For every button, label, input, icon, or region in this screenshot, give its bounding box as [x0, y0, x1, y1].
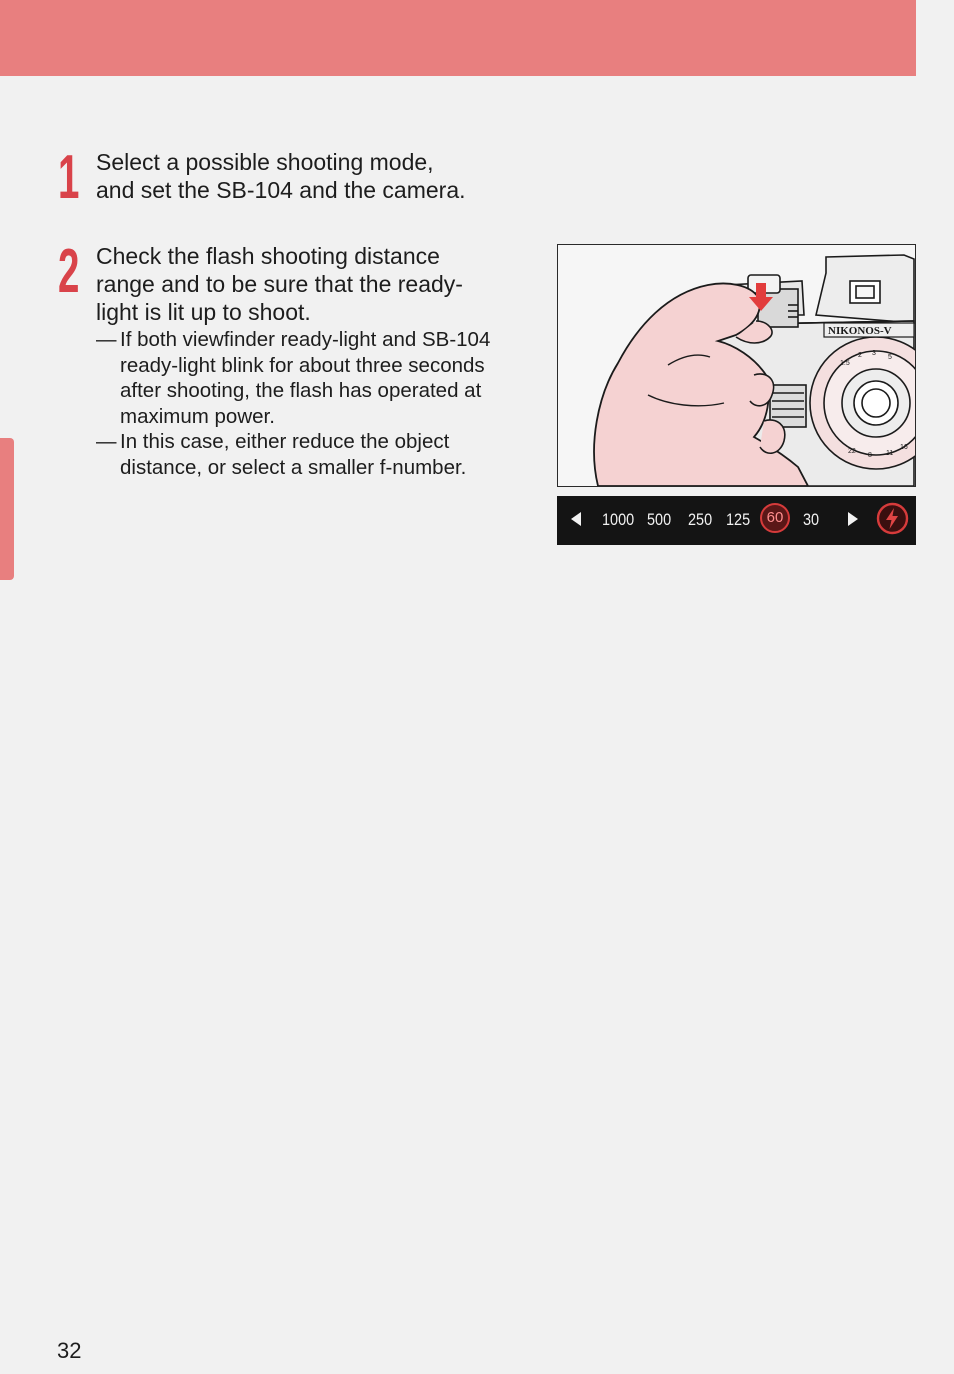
page-number: 32 [57, 1338, 82, 1363]
viewfinder-display [557, 496, 916, 545]
step-2-number: 2 [58, 237, 80, 306]
svg-text:11: 11 [886, 450, 894, 457]
step-2-note-1 [96, 327, 491, 429]
note-2-line-2: distance, or select a smaller f-number. [120, 455, 467, 479]
step-2-note-2 [96, 429, 467, 480]
hand-pressing-shutter-button-illustration [558, 245, 915, 486]
header-color-band [0, 0, 916, 76]
camera-brand-label: NIKONOS-V [828, 325, 892, 337]
note-1-line-2: ready-light blink for about three seconds [120, 353, 485, 377]
shutter-speed-30: 30 [803, 510, 820, 529]
section-edge-tab [0, 438, 14, 580]
note-1-dash: — [96, 328, 117, 351]
note-2-line-1: In this case, either reduce the object [120, 430, 450, 453]
step-1-number: 1 [58, 143, 80, 212]
step-2-line-2: range and to be sure that the ready- [96, 271, 463, 297]
svg-text:5: 5 [888, 354, 892, 361]
step-2-line-3: light is lit up to shoot. [96, 299, 311, 325]
right-triangle-icon [848, 512, 858, 526]
svg-text:22: 22 [848, 448, 856, 455]
camera-hand-illustration [557, 244, 916, 487]
note-2-dash: — [96, 430, 117, 453]
shutter-speed-500: 500 [647, 510, 672, 529]
flash-ready-icon [876, 502, 909, 535]
svg-text:3: 3 [872, 350, 876, 357]
shutter-speed-1000: 1000 [602, 510, 635, 529]
step-2-line-1: Check the flash shooting distance [96, 243, 440, 269]
svg-text:8: 8 [868, 452, 872, 459]
step-1-text [96, 148, 466, 204]
left-triangle-icon [571, 512, 581, 526]
shutter-speed-125: 125 [726, 510, 751, 529]
svg-text:16: 16 [900, 444, 908, 451]
svg-text:1.5: 1.5 [840, 360, 850, 367]
note-1-line-1: If both viewfinder ready-light and SB-104 [120, 328, 491, 351]
step-1-line-2: and set the SB-104 and the camera. [96, 177, 466, 203]
svg-text:2: 2 [858, 352, 862, 359]
shutter-speed-250: 250 [688, 510, 713, 529]
note-1-line-3: after shooting, the flash has operated at [120, 379, 482, 402]
step-1-line-1: Select a possible shooting mode, [96, 149, 434, 175]
note-1-line-4: maximum power. [120, 404, 275, 428]
step-2-text [96, 242, 463, 326]
shutter-speed-60-highlighted: 60 [760, 503, 790, 533]
